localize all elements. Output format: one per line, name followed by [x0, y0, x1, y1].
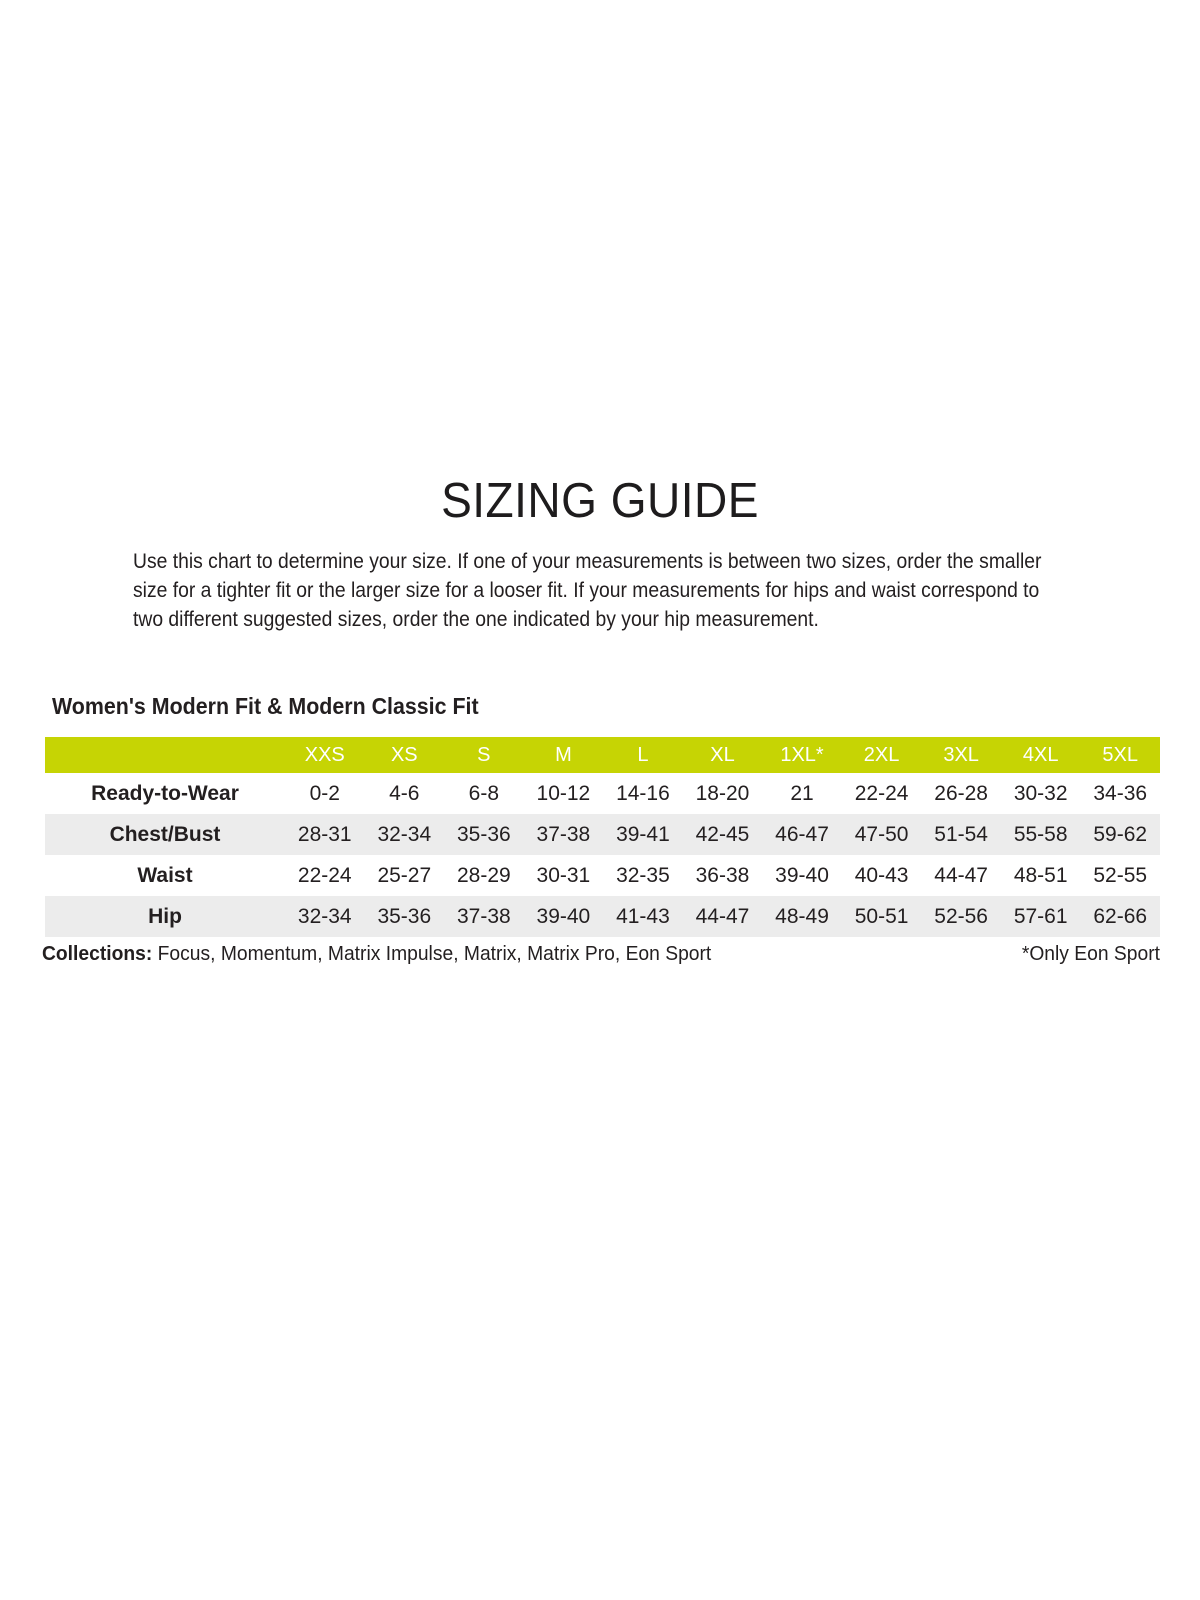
size-value: 30-31 — [536, 863, 591, 887]
size-column-header: 5XL — [1102, 743, 1139, 766]
size-value: 44-47 — [695, 904, 750, 928]
size-value: 37-38 — [456, 904, 511, 928]
size-value: 30-32 — [1013, 781, 1068, 805]
size-value: 4-6 — [389, 781, 420, 805]
size-column-header: S — [477, 743, 491, 766]
size-value: 57-61 — [1013, 904, 1068, 928]
size-value: 32-35 — [616, 863, 670, 887]
size-column-header: XS — [390, 743, 418, 766]
page-title: SIZING GUIDE — [441, 474, 759, 528]
size-value: 0-2 — [309, 781, 340, 805]
size-column-header: 3XL — [943, 743, 979, 766]
size-chart-row — [45, 855, 1160, 896]
size-value: 51-54 — [934, 822, 988, 846]
size-value: 46-47 — [775, 822, 829, 846]
chart-footnotes — [42, 942, 1160, 966]
size-value: 40-43 — [854, 863, 909, 887]
size-value: 52-55 — [1093, 863, 1148, 887]
size-value: 14-16 — [616, 781, 670, 805]
size-value: 50-51 — [854, 904, 909, 928]
size-value: 39-40 — [536, 904, 591, 928]
intro-line: two different suggested sizes, order the one indicated by your hip measurement. — [133, 608, 819, 631]
size-value: 35-36 — [377, 904, 432, 928]
size-value: 59-62 — [1093, 822, 1148, 846]
size-value: 62-66 — [1093, 904, 1148, 928]
size-value: 28-31 — [297, 822, 352, 846]
intro-paragraph — [133, 547, 1200, 634]
size-value: 55-58 — [1013, 822, 1068, 846]
size-column-header: 2XL — [863, 743, 900, 766]
size-value: 47-50 — [854, 822, 909, 846]
size-value: 26-28 — [934, 781, 988, 805]
collections-label: Collections: — [42, 942, 153, 965]
collections-note — [42, 942, 711, 966]
size-column-header: M — [555, 743, 572, 766]
row-label: Ready-to-Wear — [91, 781, 239, 805]
size-chart-body — [45, 773, 1160, 937]
size-chart-row — [45, 896, 1160, 937]
size-value: 36-38 — [695, 863, 750, 887]
size-chart-row — [45, 814, 1160, 855]
size-value: 28-29 — [456, 863, 511, 887]
size-value: 25-27 — [377, 863, 432, 887]
collections-list: Focus, Momentum, Matrix Impulse, Matrix, Matrix Pro, Eon Sport — [152, 942, 712, 965]
size-value: 52-56 — [934, 904, 988, 928]
size-value: 44-47 — [934, 863, 988, 887]
asterisk-footnote: *Only Eon Sport — [1021, 942, 1160, 965]
size-chart-row — [45, 773, 1160, 814]
size-value: 21 — [790, 781, 814, 805]
size-value: 32-34 — [377, 822, 432, 846]
intro-line: Use this chart to determine your size. If one of your measurements is between two sizes, order the smaller — [133, 550, 1042, 573]
size-value: 34-36 — [1093, 781, 1148, 805]
section-title: Women's Modern Fit & Modern Classic Fit — [52, 693, 479, 719]
size-value: 39-40 — [775, 863, 829, 887]
size-value: 35-36 — [456, 822, 511, 846]
row-label: Hip — [148, 904, 182, 928]
size-value: 32-34 — [297, 904, 352, 928]
size-value: 37-38 — [536, 822, 591, 846]
size-value: 6-8 — [468, 781, 500, 805]
size-value: 48-49 — [775, 904, 829, 928]
size-value: 18-20 — [695, 781, 750, 805]
size-column-header: XL — [710, 743, 735, 766]
intro-line: size for a tighter fit or the larger size for a looser fit. If your measurements for hips and waist correspond to — [133, 579, 1040, 602]
size-column-header: 4XL — [1022, 743, 1059, 766]
size-value: 48-51 — [1013, 863, 1068, 887]
size-value: 22-24 — [854, 781, 909, 805]
size-column-header: XXS — [304, 743, 345, 766]
row-label: Waist — [137, 863, 193, 887]
size-value: 10-12 — [536, 781, 591, 805]
size-value: 41-43 — [616, 904, 670, 928]
size-chart — [45, 737, 1160, 937]
size-column-header: 1XL* — [780, 743, 824, 766]
size-value: 39-41 — [616, 822, 670, 846]
size-value: 22-24 — [297, 863, 352, 887]
size-column-header: L — [637, 743, 649, 766]
row-label: Chest/Bust — [109, 822, 221, 846]
size-value: 42-45 — [695, 822, 750, 846]
size-chart-header-row — [45, 737, 1160, 773]
